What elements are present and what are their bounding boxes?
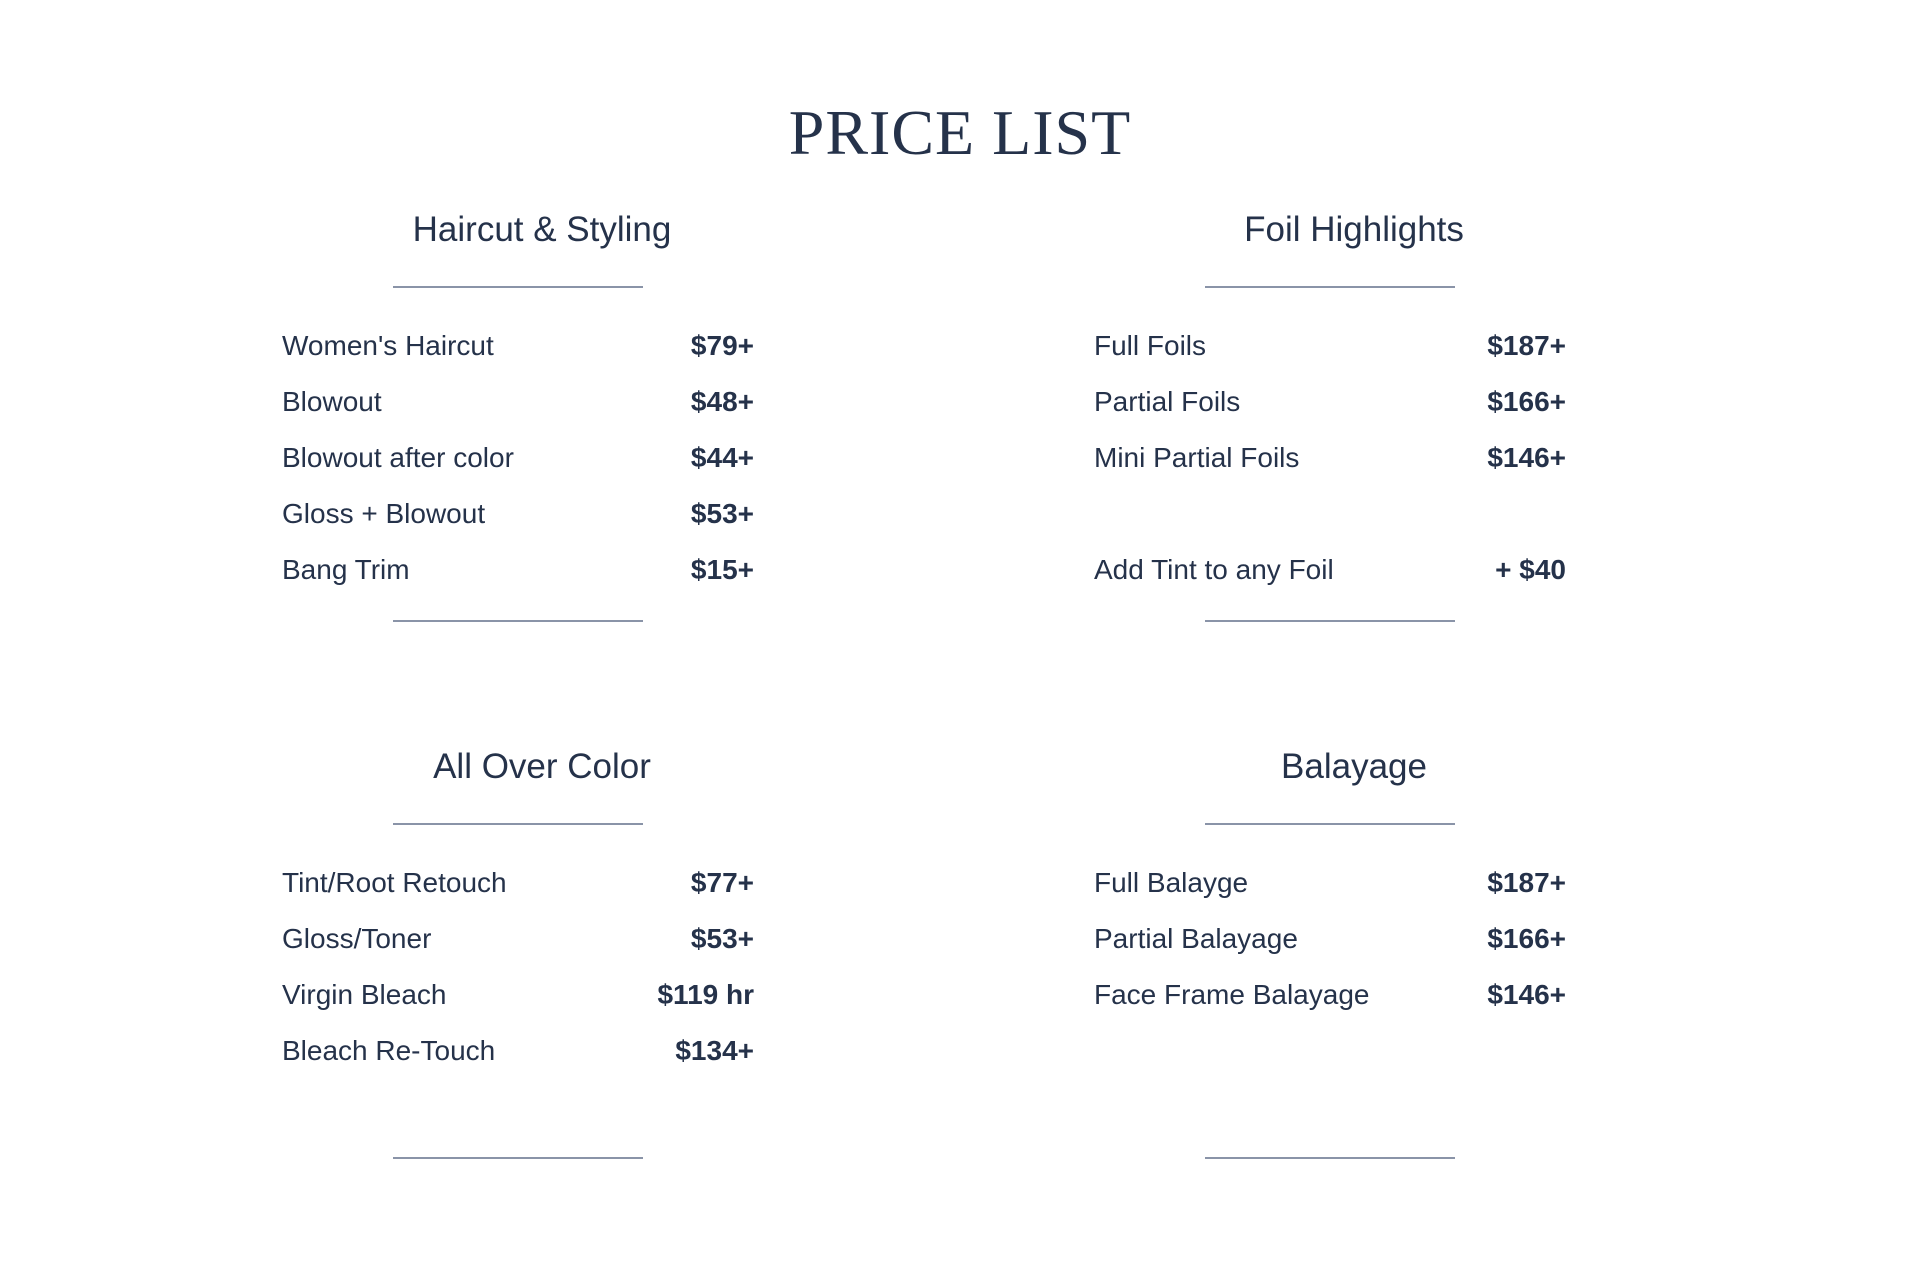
service-name: Face Frame Balayage [1094, 979, 1370, 1010]
service-price: $77+ [690, 867, 754, 898]
service-name: Tint/Root Retouch [282, 867, 507, 898]
price-row [282, 1031, 754, 1071]
divider [393, 620, 643, 622]
service-name: Virgin Bleach [282, 979, 447, 1010]
service-price: $48+ [690, 386, 754, 417]
service-price: $44+ [690, 442, 754, 473]
service-price: $134+ [675, 1035, 754, 1066]
divider [1205, 823, 1455, 825]
service-price: $166+ [1487, 386, 1566, 417]
service-price: $146+ [1487, 979, 1566, 1010]
price-row [1094, 975, 1566, 1015]
service-name: Partial Foils [1094, 386, 1241, 417]
price-row [1094, 863, 1566, 903]
divider [393, 286, 643, 288]
service-name: Mini Partial Foils [1094, 442, 1300, 473]
section-heading: Foil Highlights [1244, 210, 1464, 249]
price-row [282, 919, 754, 959]
price-row [282, 550, 754, 590]
service-price: $53+ [690, 498, 754, 529]
page-title: PRICE LIST [788, 96, 1132, 168]
divider [1205, 1157, 1455, 1159]
section-heading: All Over Color [433, 747, 651, 786]
service-name: Full Balayge [1094, 867, 1249, 898]
divider [1205, 286, 1455, 288]
section-heading: Balayage [1281, 747, 1427, 786]
price-row [1094, 438, 1566, 478]
service-name: Women's Haircut [282, 330, 494, 361]
price-row [1094, 550, 1566, 590]
price-row [1094, 919, 1566, 959]
price-row [282, 382, 754, 422]
price-row [282, 863, 754, 903]
price-row [282, 326, 754, 366]
service-name: Blowout [282, 386, 382, 417]
price-row [282, 975, 754, 1015]
divider [393, 1157, 643, 1159]
service-name: Gloss + Blowout [282, 498, 486, 529]
service-price: $187+ [1487, 867, 1566, 898]
price-row [1094, 382, 1566, 422]
service-name: Bleach Re-Touch [282, 1035, 496, 1066]
service-name: Blowout after color [282, 442, 514, 473]
divider [1205, 620, 1455, 622]
price-row [282, 438, 754, 478]
service-price: + $40 [1495, 554, 1566, 585]
service-price: $79+ [690, 330, 754, 361]
price-row [282, 494, 754, 534]
price-row [1094, 326, 1566, 366]
service-name: Add Tint to any Foil [1094, 554, 1334, 585]
service-price: $53+ [690, 923, 754, 954]
service-price: $187+ [1487, 330, 1566, 361]
service-name: Partial Balayage [1094, 923, 1298, 954]
divider [393, 823, 643, 825]
service-name: Full Foils [1094, 330, 1207, 361]
service-price: $119 hr [657, 979, 754, 1010]
service-price: $166+ [1487, 923, 1566, 954]
service-name: Gloss/Toner [282, 923, 432, 954]
service-price: $146+ [1487, 442, 1566, 473]
section-heading: Haircut & Styling [412, 210, 672, 249]
service-name: Bang Trim [282, 554, 410, 585]
service-price: $15+ [690, 554, 754, 585]
